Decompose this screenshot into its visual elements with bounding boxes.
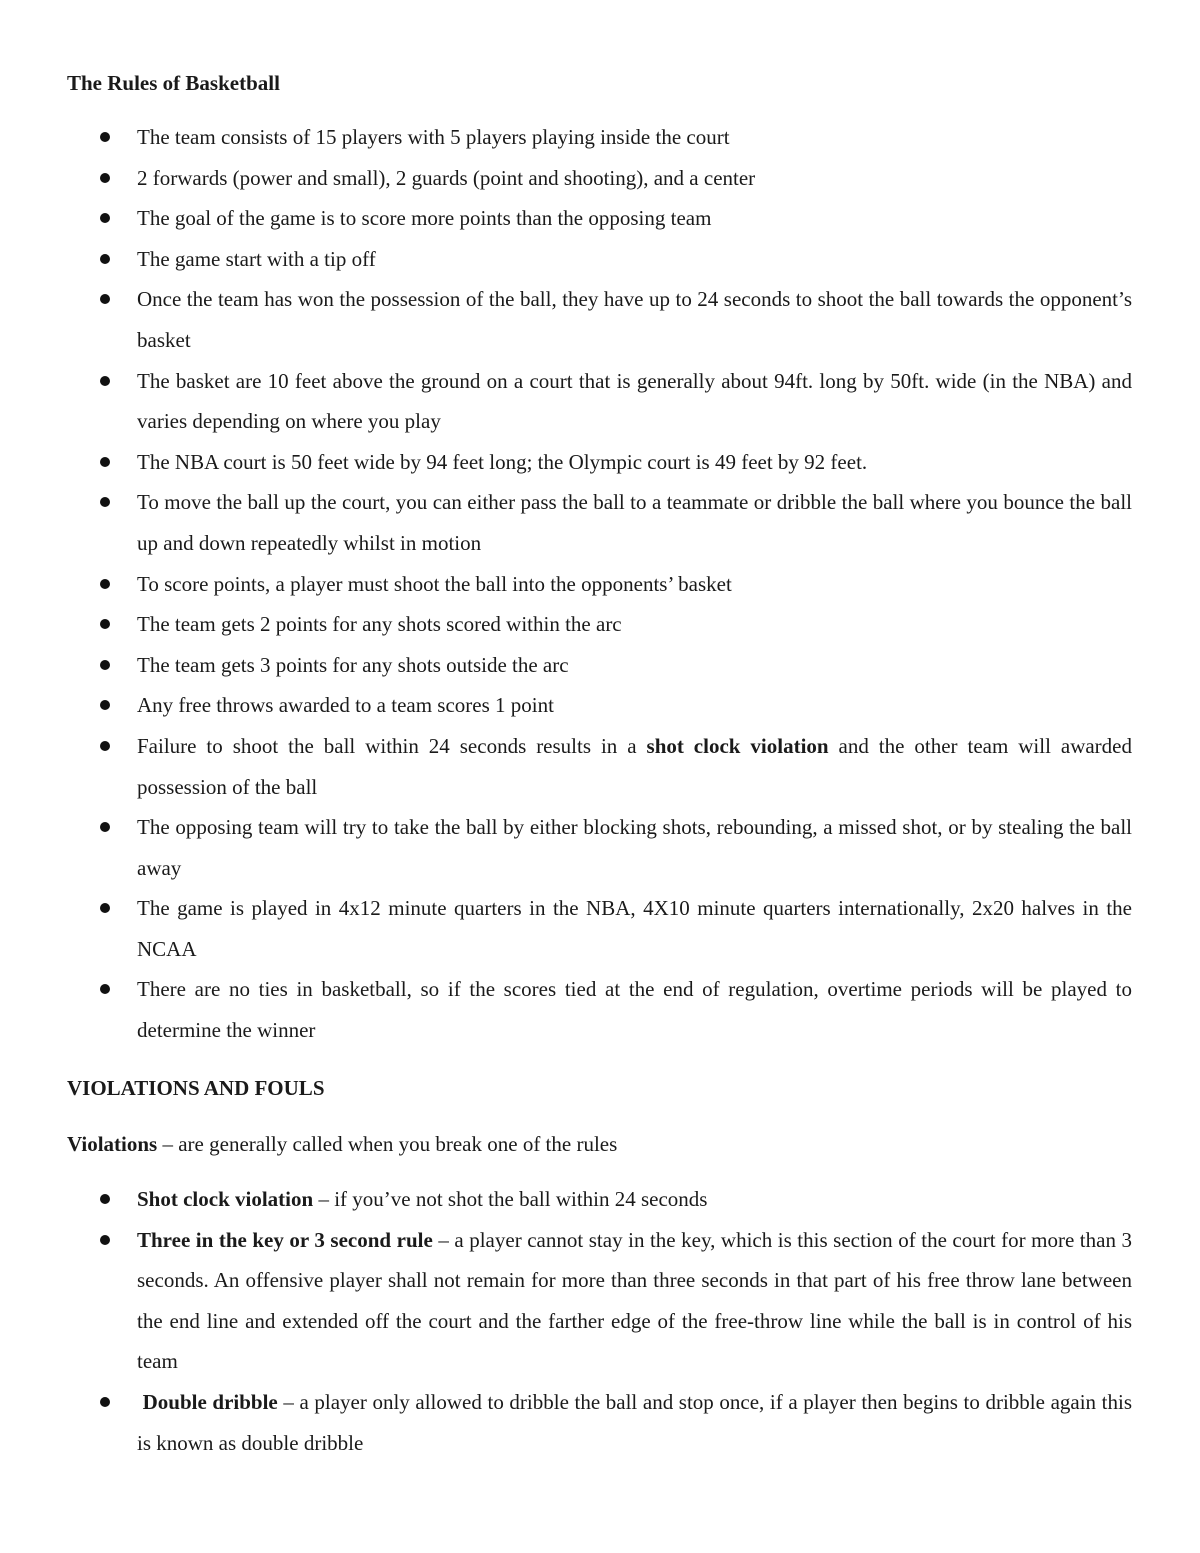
list-item: There are no ties in basketball, so if the scores tied at the end of regulation, overtime periods will be played to determine the winner bbox=[0, 969, 1132, 1050]
bullet-icon bbox=[100, 1235, 110, 1245]
list-item: Double dribble – a player only allowed to dribble the ball and stop once, if a player then begins to dribble again this is known as double dribble bbox=[0, 1382, 1132, 1463]
list-item: Three in the key or 3 second rule – a player cannot stay in the key, which is this section of the court for more than 3 seconds. An offensive player shall not remain for more than three seconds in that part of his free throw lane between the end line and extended off the court and the farther edge of the free-throw line while the ball is in control of his team bbox=[0, 1220, 1132, 1382]
list-item: Any free throws awarded to a team scores 1 point bbox=[0, 685, 1132, 726]
violations-heading: VIOLATIONS AND FOULS bbox=[67, 1076, 325, 1100]
bullet-icon bbox=[100, 984, 110, 994]
list-item: The NBA court is 50 feet wide by 94 feet long; the Olympic court is 49 feet by 92 feet. bbox=[0, 442, 1132, 483]
list-item: To score points, a player must shoot the ball into the opponents’ basket bbox=[0, 564, 1132, 605]
list-item: Once the team has won the possession of the ball, they have up to 24 seconds to shoot the ball towards the opponent’s basket bbox=[0, 279, 1132, 360]
bullet-icon bbox=[100, 741, 110, 751]
list-item: The basket are 10 feet above the ground on a court that is generally about 94ft. long by 50ft. wide (in the NBA) and varies depending on where you play bbox=[0, 361, 1132, 442]
list-item: 2 forwards (power and small), 2 guards (point and shooting), and a center bbox=[0, 158, 1132, 199]
violations-intro: Violations – are generally called when you break one of the rules bbox=[67, 1132, 618, 1156]
document-title: The Rules of Basketball bbox=[67, 71, 280, 95]
bullet-icon bbox=[100, 254, 110, 264]
bullet-icon bbox=[100, 1397, 110, 1407]
bullet-icon bbox=[100, 1194, 110, 1204]
rules-list bbox=[0, 117, 1132, 1051]
bullet-icon bbox=[100, 497, 110, 507]
bullet-icon bbox=[100, 903, 110, 913]
bullet-icon bbox=[100, 660, 110, 670]
list-item: The goal of the game is to score more points than the opposing team bbox=[0, 198, 1132, 239]
list-item: Shot clock violation – if you’ve not shot the ball within 24 seconds bbox=[0, 1179, 1132, 1220]
bullet-icon bbox=[100, 213, 110, 223]
bullet-icon bbox=[100, 132, 110, 142]
violations-term: Violations bbox=[67, 1132, 158, 1156]
list-item: The game is played in 4x12 minute quarters in the NBA, 4X10 minute quarters internationally, 2x20 halves in the NCAA bbox=[0, 888, 1132, 969]
violations-list bbox=[0, 1179, 1132, 1463]
shot-clock-violation-term: shot clock violation bbox=[646, 733, 829, 758]
list-item: Failure to shoot the ball within 24 seconds results in a shot clock violation and the other team will awarded possession of the ball bbox=[0, 726, 1132, 807]
bullet-icon bbox=[100, 294, 110, 304]
bullet-icon bbox=[100, 579, 110, 589]
list-item: The team gets 2 points for any shots scored within the arc bbox=[0, 604, 1132, 645]
bullet-icon bbox=[100, 822, 110, 832]
list-item: To move the ball up the court, you can either pass the ball to a teammate or dribble the ball where you bounce the ball up and down repeatedly whilst in motion bbox=[0, 482, 1132, 563]
bullet-icon bbox=[100, 457, 110, 467]
list-item: The team consists of 15 players with 5 players playing inside the court bbox=[0, 117, 1132, 158]
list-item: The game start with a tip off bbox=[0, 239, 1132, 280]
bullet-icon bbox=[100, 700, 110, 710]
list-item: The team gets 3 points for any shots outside the arc bbox=[0, 645, 1132, 686]
bullet-icon bbox=[100, 619, 110, 629]
list-item: The opposing team will try to take the ball by either blocking shots, rebounding, a missed shot, or by stealing the ball away bbox=[0, 807, 1132, 888]
bullet-icon bbox=[100, 376, 110, 386]
bullet-icon bbox=[100, 173, 110, 183]
